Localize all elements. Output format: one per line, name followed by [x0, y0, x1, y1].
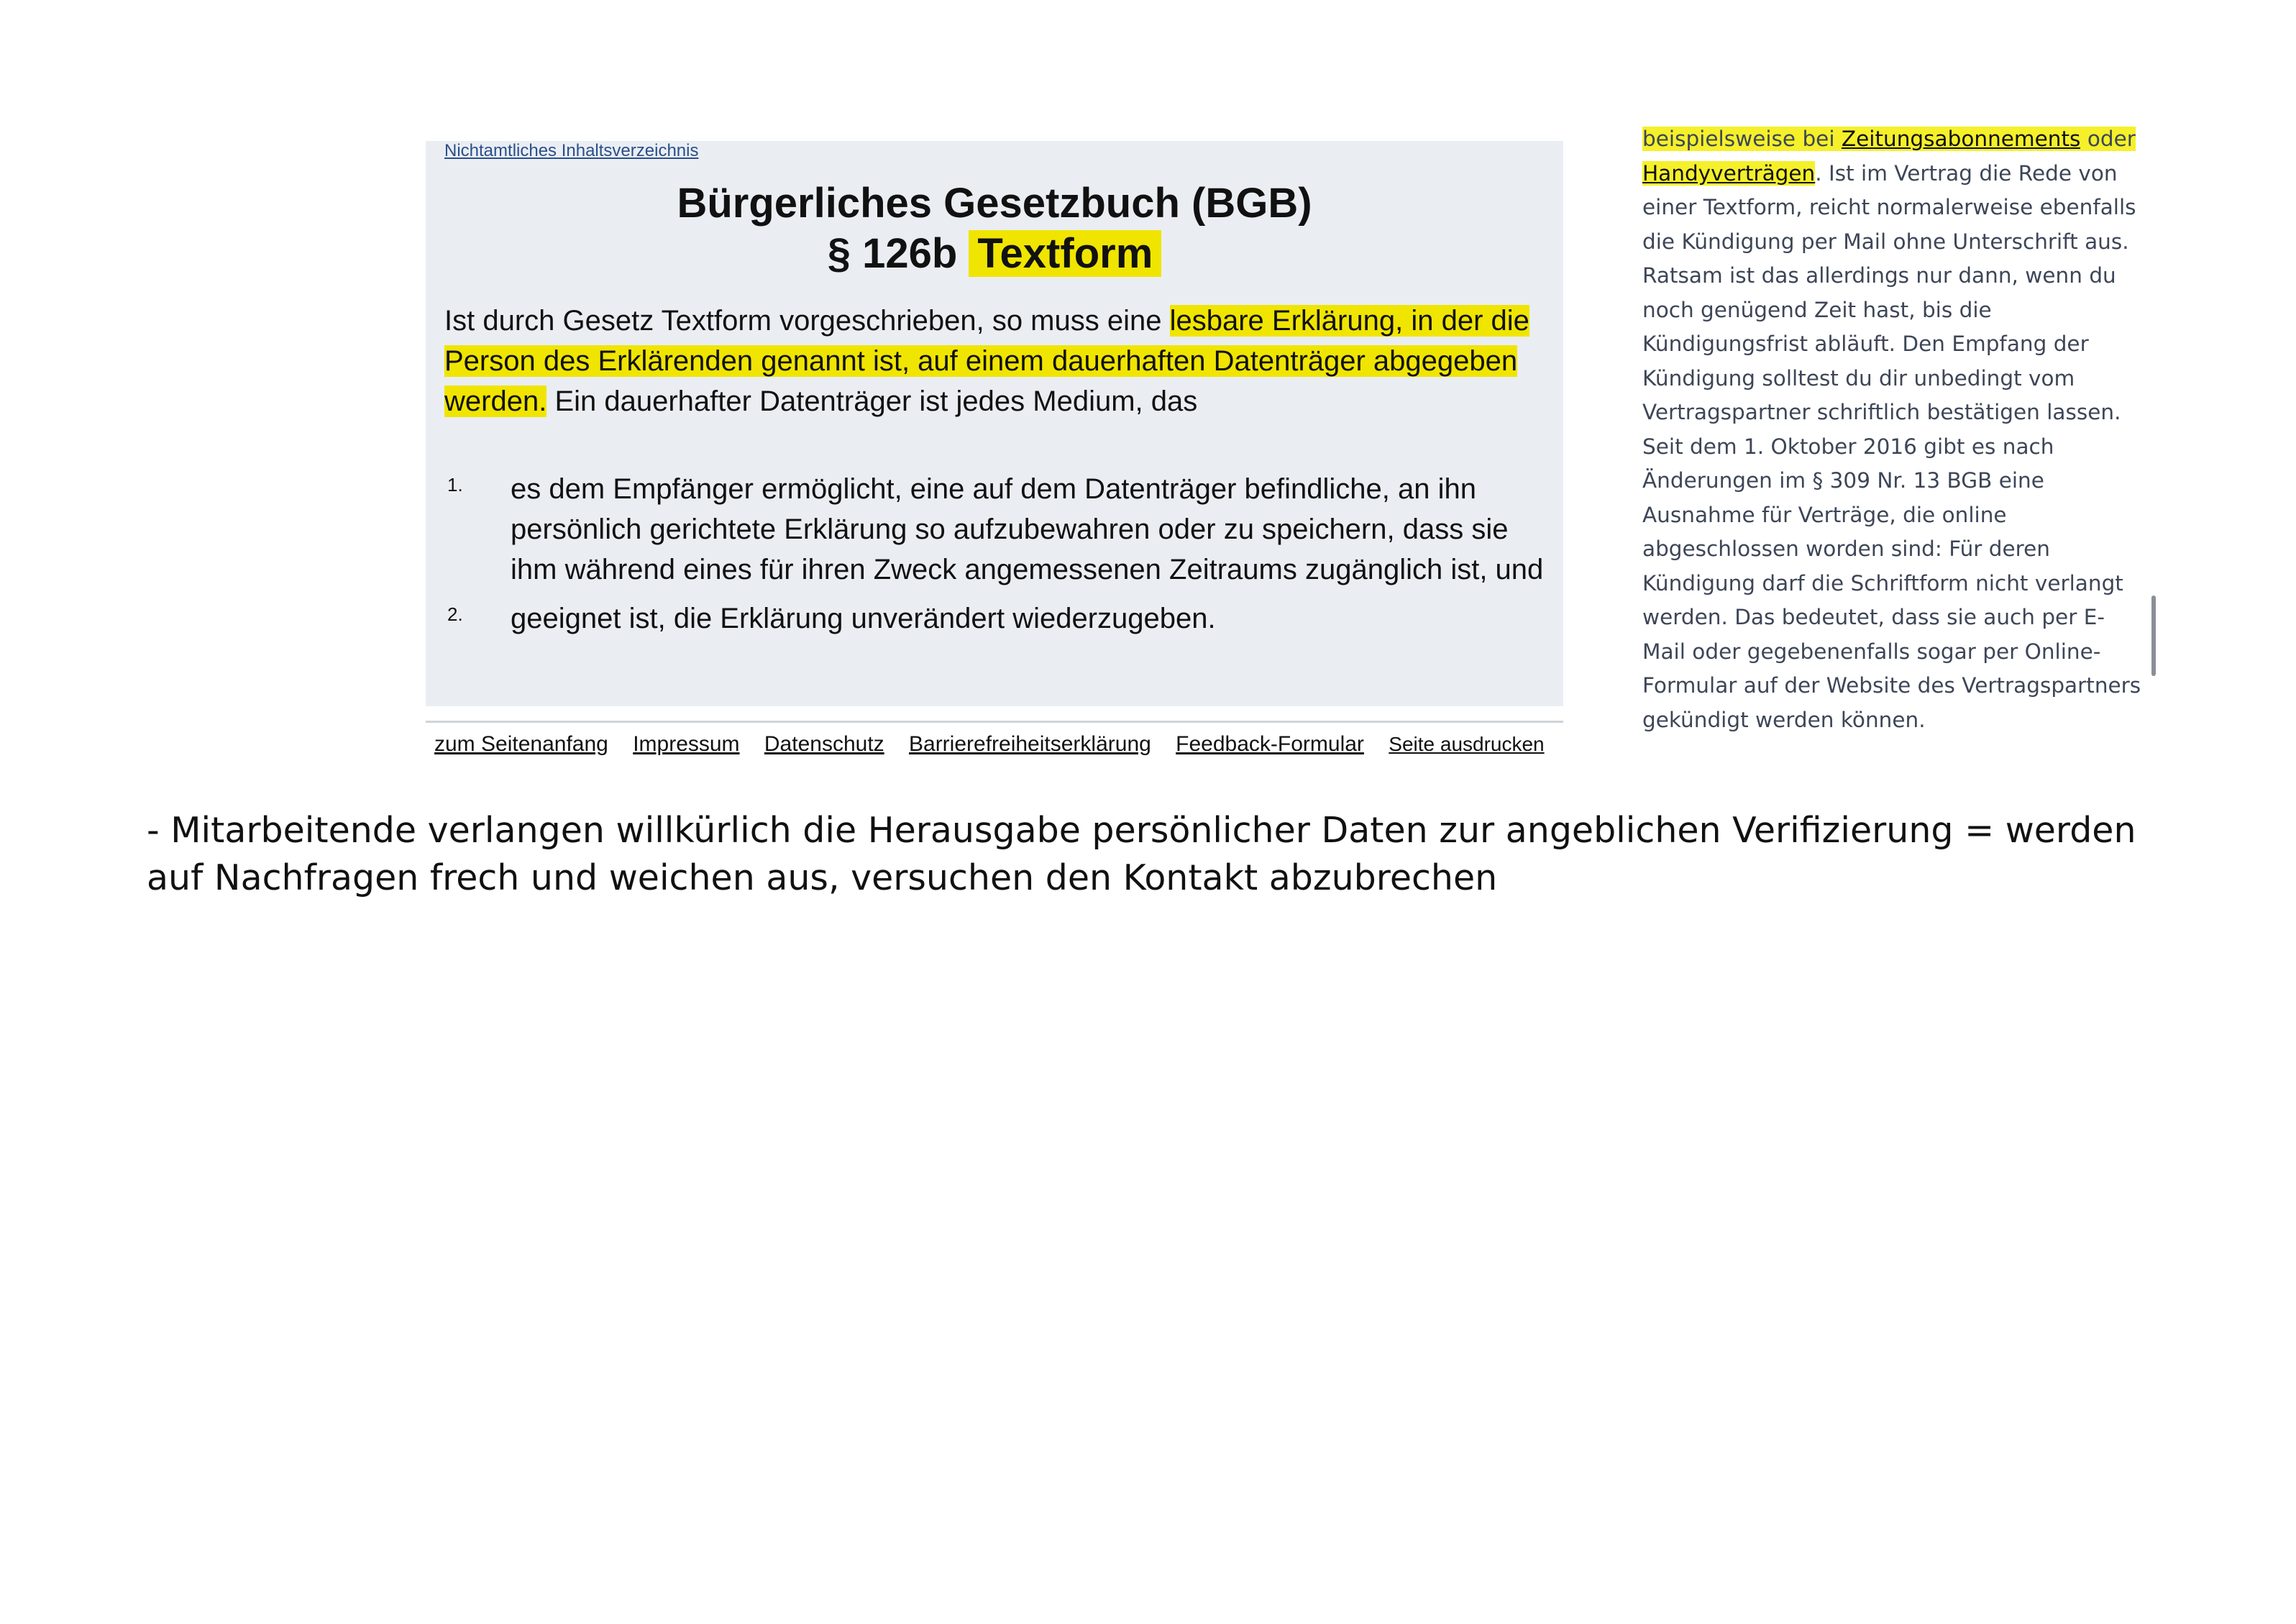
footer-link-datenschutz[interactable]: Datenschutz [764, 732, 884, 756]
law-body-highlight: lesbare Erklärung, in der die Person des Erklärenden genannt ist, auf einem dauerhaften Datenträger abgegeben werden. [444, 305, 1529, 417]
annotation-note: - Mitarbeitende verlangen willkürlich die Herausgabe persönlicher Daten zur angeblichen Verifizierung = werden auf Nachfragen frech und weichen aus, versuchen den Kontakt abzubrechen [147, 810, 2136, 898]
law-title: Bürgerliches Gesetzbuch (BGB) [677, 180, 1312, 227]
article-excerpt [1642, 122, 2143, 745]
footer-link-print[interactable]: Seite ausdrucken [1389, 733, 1545, 755]
list-item-number: 1. [447, 474, 463, 496]
article-link-handyvertraege[interactable]: Handyverträgen [1642, 160, 1816, 186]
law-list [444, 469, 1549, 647]
list-item-number: 2. [447, 603, 463, 625]
law-text-panel [426, 141, 1563, 706]
article-text-between: oder [2080, 127, 2136, 151]
article-text-before: beispielsweise bei [1642, 127, 1842, 151]
footer-link-feedback[interactable]: Feedback-Formular [1176, 732, 1364, 756]
footer-link-top[interactable]: zum Seitenanfang [434, 732, 608, 756]
footer-links [434, 732, 1563, 757]
law-body-rest: Ein dauerhafter Datenträger ist jedes Medium, das [554, 386, 1198, 417]
section-heading [426, 229, 1563, 279]
scrollbar-thumb[interactable] [2151, 596, 2156, 676]
footer-link-barrierefreiheit[interactable]: Barrierefreiheitserklärung [909, 732, 1151, 756]
list-item [444, 469, 1549, 590]
list-item [444, 598, 1549, 639]
law-paragraph [444, 301, 1549, 421]
section-prefix: § 126b [827, 230, 958, 277]
law-body-intro: Ist durch Gesetz Textform vorgeschrieben, so muss eine [444, 305, 1162, 337]
footer-divider [426, 721, 1563, 723]
article-link-zeitungsabonnements[interactable]: Zeitungsabonnements [1841, 127, 2081, 151]
section-name-highlighted: Textform [969, 230, 1161, 277]
list-item-text: es dem Empfänger ermöglicht, eine auf dem Datenträger befindliche, an ihn persönlich gerichtete Erklärung so aufzubewahren oder zu speichern, dass sie ihm während eines für ihren Zweck angemessenen Zeitraums zugänglich ist, und [511, 473, 1544, 585]
article-text-after: . Ist im Vertrag die Rede von einer Textform, reicht normalerweise ebenfalls die Kündigung per Mail ohne Unterschrift aus. Ratsam ist das allerdings nur dann, wenn du noch genügend Zeit hast, bis die Kündigungsfrist abläuft. Den Empfang der Kündigung solltest du dir unbedingt vom Vertragspartner schriftlich bestätigen lassen. Seit dem 1. Oktober 2016 gibt es nach Änderungen im § 309 Nr. 13 BGB eine Ausnahme für Verträge, die online abgeschlossen worden sind: Für deren Kündigung darf die Schriftform nicht verlangt werden. Das bedeutet, dass sie auch per E-Mail oder gegebenenfalls sogar per Online-Formular auf der Website des Vertragspartners gekündigt werden können. [1642, 160, 2141, 732]
footer-link-impressum[interactable]: Impressum [633, 732, 740, 756]
list-item-text: geeignet ist, die Erklärung unverändert wiederzugeben. [511, 603, 1216, 634]
toc-link[interactable]: Nichtamtliches Inhaltsverzeichnis [444, 141, 699, 160]
